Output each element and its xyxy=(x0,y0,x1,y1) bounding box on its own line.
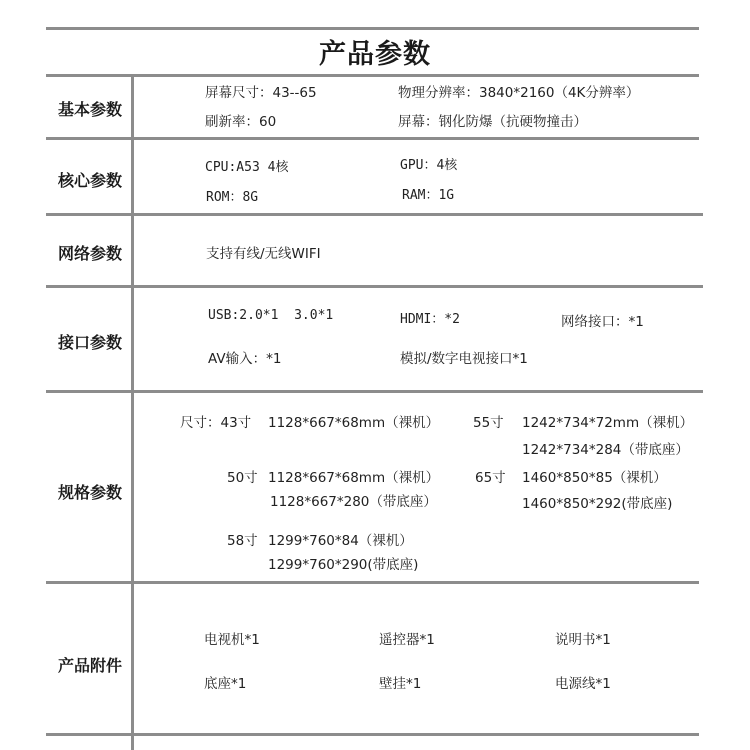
resolution: 物理分辨率：3840*2160（4K分辨率） xyxy=(398,85,640,101)
rule-specs-bottom xyxy=(46,581,699,584)
network-params-label: 网络参数 xyxy=(57,244,122,263)
rule-network-bottom xyxy=(46,285,703,288)
lan-port: 网络接口：*1 xyxy=(561,314,644,330)
screen-size: 屏幕尺寸：43--65 xyxy=(205,85,317,101)
size-50-base: 1128*667*280（带底座） xyxy=(270,494,437,510)
size-55-bare: 1242*734*72mm（裸机） xyxy=(522,415,694,431)
accessory-wall-mount: 壁挂*1 xyxy=(379,676,422,692)
size-50-bare: 1128*667*68mm（裸机） xyxy=(268,470,440,486)
rule-core-bottom xyxy=(46,213,703,216)
usb-ports: USB:2.0*1 3.0*1 xyxy=(208,308,334,323)
ports-params-label: 接口参数 xyxy=(57,333,122,352)
rule-ports-bottom xyxy=(46,390,703,393)
wifi-support: 支持有线/无线WIFI xyxy=(206,246,321,262)
cpu: CPU:A53 4核 xyxy=(205,160,289,175)
gpu: GPU：4核 xyxy=(400,158,458,173)
ram: RAM：1G xyxy=(402,188,455,203)
hdmi-ports: HDMI：*2 xyxy=(400,312,460,327)
accessories-label: 产品附件 xyxy=(57,656,122,675)
accessory-base: 底座*1 xyxy=(204,676,247,692)
size-58-label: 58寸 xyxy=(227,533,258,549)
accessory-power-cord: 电源线*1 xyxy=(555,676,611,692)
spec-params-label: 规格参数 xyxy=(57,483,122,502)
analog-tv-port: 模拟/数字电视接口*1 xyxy=(400,351,528,367)
screen-glass: 屏幕：钢化防爆（抗硬物撞击） xyxy=(398,114,587,130)
size-55-label: 55寸 xyxy=(473,415,504,431)
accessory-remote: 遥控器*1 xyxy=(379,632,435,648)
size-43-label: 尺寸：43寸 xyxy=(180,415,252,431)
size-65-base: 1460*850*292(带底座) xyxy=(522,496,673,512)
size-55-base: 1242*734*284（带底座） xyxy=(522,442,689,458)
rom: ROM：8G xyxy=(206,190,259,205)
rule-top xyxy=(46,27,699,30)
core-params-label: 核心参数 xyxy=(57,171,122,190)
rule-title-bottom xyxy=(46,74,699,77)
refresh-rate: 刷新率：60 xyxy=(205,114,277,130)
rule-basic-bottom xyxy=(46,137,699,140)
page-title: 产品参数 xyxy=(319,39,431,70)
accessory-manual: 说明书*1 xyxy=(555,632,611,648)
size-58-base: 1299*760*290(带底座) xyxy=(268,557,419,573)
basic-params-label: 基本参数 xyxy=(57,100,122,119)
accessory-tv: 电视机*1 xyxy=(204,632,260,648)
rule-accessories-bottom xyxy=(46,733,699,736)
size-43-bare: 1128*667*68mm（裸机） xyxy=(268,415,440,431)
size-50-label: 50寸 xyxy=(227,470,258,486)
size-58-bare: 1299*760*84（裸机） xyxy=(268,533,413,549)
size-65-label: 65寸 xyxy=(475,470,506,486)
av-input: AV输入：*1 xyxy=(208,351,282,367)
size-65-bare: 1460*850*85（裸机） xyxy=(522,470,667,486)
